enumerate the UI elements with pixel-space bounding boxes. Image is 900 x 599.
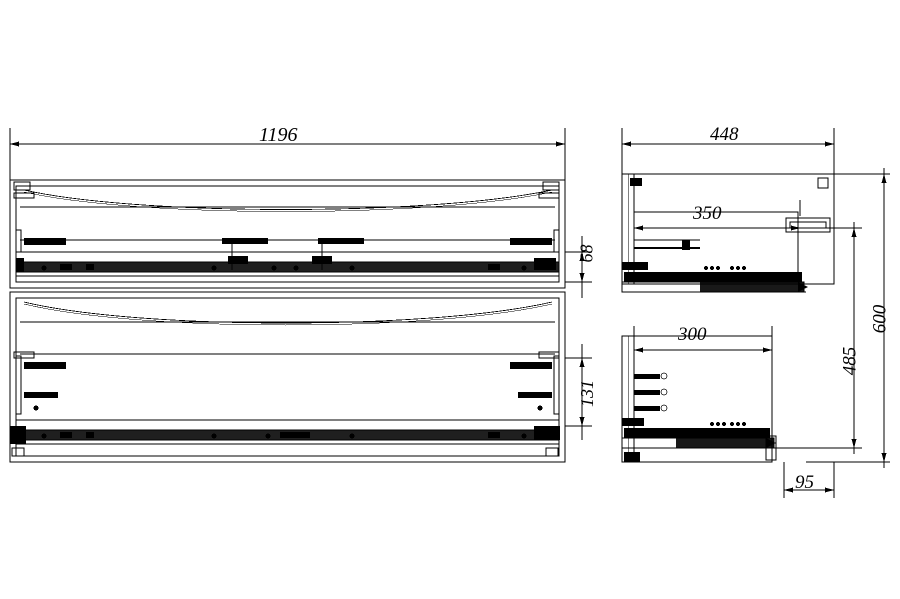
- dim-overall-height: 600: [869, 304, 891, 334]
- dim-upper-drawer-height: 68: [576, 244, 597, 263]
- dim-inner-height: 485: [839, 346, 861, 376]
- dim-overall-depth: 448: [710, 124, 739, 145]
- dim-lower-drawer-height: 131: [577, 380, 597, 407]
- front-view: [10, 128, 592, 462]
- side-view: [622, 128, 890, 498]
- dim-lower-runner-depth: 300: [678, 324, 707, 345]
- dim-bottom-offset: 95: [795, 472, 814, 493]
- dim-upper-runner-depth: 350: [693, 203, 722, 224]
- dim-overall-width: 1196: [259, 124, 298, 146]
